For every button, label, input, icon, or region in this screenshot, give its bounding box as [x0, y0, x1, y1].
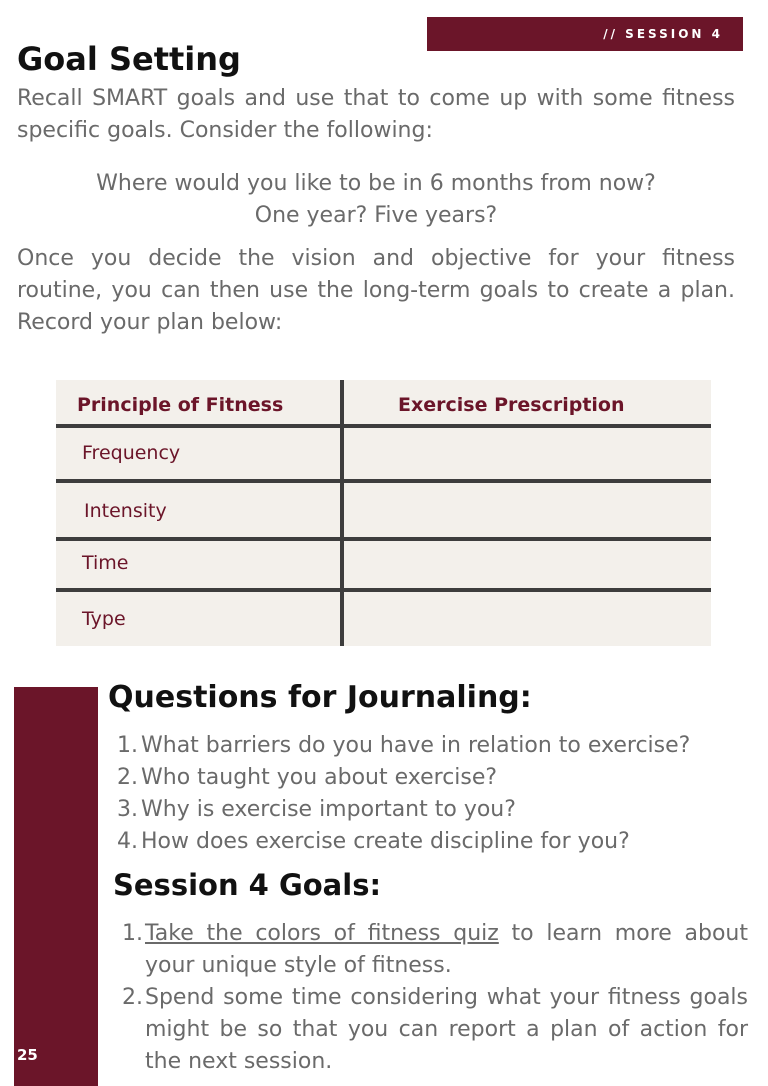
list-item: 2. Spend some time considering what your fitness goals might be so that you can report a plan of action for the next session. — [122, 985, 748, 1074]
page-number: 25 — [17, 1046, 38, 1064]
table-row-intensity: Intensity — [84, 500, 167, 522]
table-row-divider — [56, 479, 711, 483]
goals-list — [122, 918, 748, 1078]
table-header-principle: Principle of Fitness — [77, 394, 284, 416]
list-item: 3. Why is exercise important to you? — [117, 797, 516, 822]
table-row-divider — [56, 588, 711, 592]
reflection-questions — [17, 168, 735, 232]
journaling-list — [117, 730, 690, 858]
table-row-frequency: Frequency — [82, 442, 181, 464]
page-title: Goal Setting — [17, 40, 241, 78]
table-row-divider — [56, 424, 711, 428]
list-item: 1. What barriers do you have in relation to exercise? — [117, 733, 691, 758]
table-column-divider — [340, 380, 344, 646]
table-row-divider — [56, 537, 711, 541]
list-item: 4. How does exercise create discipline for you? — [117, 829, 630, 854]
fitness-plan-table — [56, 380, 711, 646]
goal-2-text: Spend some time considering what your fitness goals might be so that you can report a plan of action for the next session. — [145, 985, 748, 1074]
reflection-question-2: One year? Five years? — [254, 203, 498, 228]
outro-paragraph: Once you decide the vision and objective for your fitness routine, you can then use the long-term goals to create a plan. Record your plan below: — [17, 246, 735, 335]
goal-1-text: to learn more about your unique style of fitness. — [145, 921, 748, 978]
goals-heading: Session 4 Goals: — [113, 868, 382, 902]
intro-paragraph: Recall SMART goals and use that to come up with some fitness specific goals. Consider the following: — [17, 86, 735, 143]
table-row-time: Time — [82, 552, 129, 574]
fitness-quiz-link[interactable]: Take the colors of fitness quiz — [145, 921, 499, 946]
session-tag — [427, 17, 743, 51]
session-tag-label: // SESSION 4 — [603, 27, 723, 41]
list-item: 2. Who taught you about exercise? — [117, 765, 498, 790]
list-item: 1. Take the colors of fitness quiz to learn more about your unique style of fitness. — [122, 921, 748, 978]
side-accent-bar — [14, 687, 98, 1086]
table-row-type: Type — [82, 608, 126, 630]
table-header-prescription: Exercise Prescription — [398, 394, 625, 416]
reflection-question-1: Where would you like to be in 6 months from now? — [96, 171, 656, 196]
journaling-heading: Questions for Journaling: — [108, 680, 532, 715]
